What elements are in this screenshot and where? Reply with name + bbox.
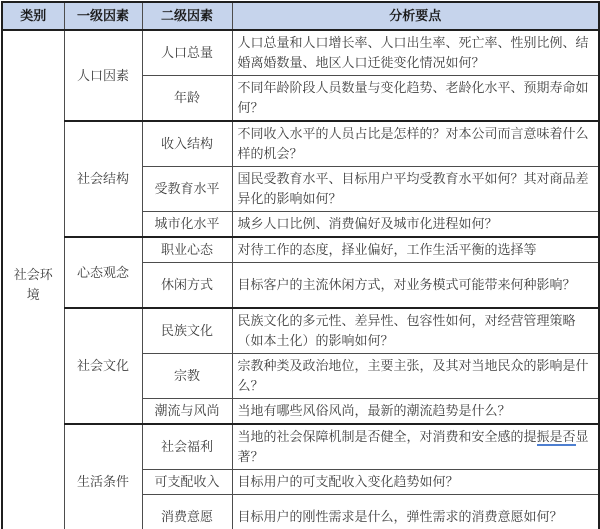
factor-level2-cell: 民族文化 (142, 308, 232, 354)
analysis-cell: 当地的社会保障机制是否健全，对消费和安全感的提振是否显著？ (232, 424, 599, 470)
analysis-cell: 人口总量和人口增长率、人口出生率、死亡率、性别比例、结婚离婚数量、地区人口迁徙变化情况如何？ (232, 30, 599, 76)
factor-level1-cell: 社会文化 (64, 308, 142, 424)
analysis-cell: 不同收入水平的人员占比是怎样的？对本公司而言意味着什么样的机会？ (232, 121, 599, 167)
factor-level2-cell: 休闲方式 (142, 263, 232, 309)
analysis-cell: 目标用户的刚性需求是什么，弹性需求的消费意愿如何？ (232, 495, 599, 529)
header-category: 类别 (2, 2, 64, 30)
analysis-cell: 对待工作的态度，择业偏好，工作生活平衡的选择等 (232, 237, 599, 263)
analysis-cell: 民族文化的多元性、差异性、包容性如何，对经营管理策略（如本土化）的影响如何？ (232, 308, 599, 354)
factor-level1-cell: 生活条件 (64, 424, 142, 529)
analysis-cell: 国民受教育水平、目标用户平均受教育水平如何？其对商品差异化的影响如何？ (232, 167, 599, 212)
analysis-table (1, 1, 600, 529)
factor-level2-cell: 收入结构 (142, 121, 232, 167)
table-row (2, 424, 599, 470)
header-analysis-points: 分析要点 (232, 2, 599, 30)
table-row (2, 30, 599, 76)
table-row (2, 308, 599, 354)
header-factor-level1: 一级因素 (64, 2, 142, 30)
factor-level2-cell: 职业心态 (142, 237, 232, 263)
header-row (2, 2, 599, 30)
factor-level2-cell: 可支配收入 (142, 470, 232, 495)
analysis-cell: 当地有哪些风俗风尚，最新的潮流趋势是什么？ (232, 399, 599, 425)
header-factor-level2: 二级因素 (142, 2, 232, 30)
category-cell: 社会环境 (2, 30, 64, 529)
analysis-cell: 城乡人口比例、消费偏好及城市化进程如何？ (232, 212, 599, 238)
analysis-cell: 目标用户的可支配收入变化趋势如何？ (232, 470, 599, 495)
table-row (2, 237, 599, 263)
factor-level1-cell: 社会结构 (64, 121, 142, 237)
factor-level2-cell: 潮流与风尚 (142, 399, 232, 425)
factor-level2-cell: 社会福利 (142, 424, 232, 470)
factor-level2-cell: 宗教 (142, 354, 232, 399)
table-header (2, 2, 599, 30)
table-body (2, 30, 599, 529)
factor-level1-cell: 人口因素 (64, 30, 142, 121)
spellcheck-underline: 振是否 (536, 429, 576, 444)
factor-level1-cell: 心态观念 (64, 237, 142, 308)
factor-level2-cell: 人口总量 (142, 30, 232, 76)
table-row (2, 121, 599, 167)
factor-level2-cell: 受教育水平 (142, 167, 232, 212)
factor-level2-cell: 城市化水平 (142, 212, 232, 238)
factor-level2-cell: 消费意愿 (142, 495, 232, 529)
analysis-cell: 宗教种类及政治地位，主要主张，及其对当地民众的影响是什么？ (232, 354, 599, 399)
factor-level2-cell: 年龄 (142, 76, 232, 122)
analysis-cell: 目标客户的主流休闲方式，对业务模式可能带来何种影响？ (232, 263, 599, 309)
analysis-cell: 不同年龄阶段人员数量与变化趋势、老龄化水平、预期寿命如何？ (232, 76, 599, 122)
